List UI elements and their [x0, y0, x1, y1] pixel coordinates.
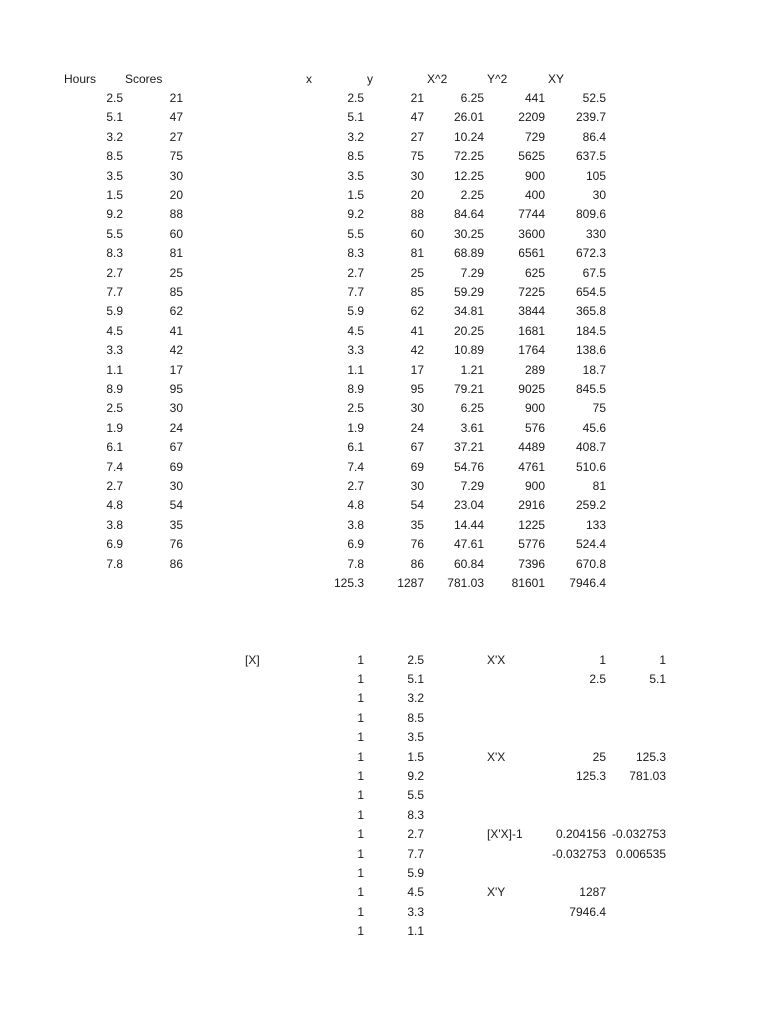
calc-cell[interactable]: 84.64	[453, 207, 484, 221]
calc-cell[interactable]: 2916	[518, 498, 545, 512]
calc-cell[interactable]: 1.5	[347, 188, 364, 202]
xtx-second-cell[interactable]: 125.3	[575, 769, 606, 783]
calc-cell[interactable]: 34.81	[453, 304, 484, 318]
calc-cell[interactable]: 3.3	[347, 343, 364, 357]
calc-cell[interactable]: 7396	[518, 557, 545, 571]
hours-cell[interactable]: 3.5	[106, 169, 123, 183]
matrix-x-hours-cell[interactable]: 9.2	[407, 769, 424, 783]
scores-cell[interactable]: 95	[169, 382, 183, 396]
calc-cell[interactable]: 60	[410, 227, 424, 241]
hours-cell[interactable]: 6.9	[106, 537, 123, 551]
hours-cell[interactable]: 7.8	[106, 557, 123, 571]
hours-cell[interactable]: 1.9	[106, 421, 123, 435]
xtx-first-cell[interactable]: 2.5	[589, 672, 606, 686]
calc-cell[interactable]: 35	[410, 518, 424, 532]
calc-cell[interactable]: 67	[410, 440, 424, 454]
calc-cell[interactable]: 3.61	[460, 421, 484, 435]
hours-cell[interactable]: 4.8	[106, 498, 123, 512]
scores-cell[interactable]: 20	[169, 188, 183, 202]
calc-cell[interactable]: 52.5	[582, 91, 606, 105]
matrix-x-hours-cell[interactable]: 8.3	[407, 808, 424, 822]
hours-cell[interactable]: 5.1	[106, 110, 123, 124]
calc-cell[interactable]: 4489	[518, 440, 545, 454]
calc-cell[interactable]: 637.5	[575, 149, 606, 163]
calc-cell[interactable]: 20.25	[453, 324, 484, 338]
scores-cell[interactable]: 21	[169, 91, 183, 105]
calc-cell[interactable]: 1.9	[347, 421, 364, 435]
calc-cell[interactable]: 8.5	[347, 149, 364, 163]
scores-cell[interactable]: 67	[169, 440, 183, 454]
calc-cell[interactable]: 25	[410, 266, 424, 280]
calc-header: x	[306, 72, 312, 86]
calc-cell[interactable]: 729	[524, 130, 545, 144]
calc-cell[interactable]: 6.25	[460, 91, 484, 105]
matrix-x-ones-cell[interactable]: 1	[357, 905, 364, 919]
calc-cell[interactable]: 8.9	[347, 382, 364, 396]
calc-cell[interactable]: 330	[585, 227, 606, 241]
calc-cell[interactable]: 81	[592, 479, 606, 493]
matrix-x-ones-cell[interactable]: 1	[357, 788, 364, 802]
calc-cell[interactable]: 7.29	[460, 266, 484, 280]
hours-cell[interactable]: 4.5	[106, 324, 123, 338]
scores-cell[interactable]: 17	[169, 363, 183, 377]
calc-cell[interactable]: 18.7	[582, 363, 606, 377]
calc-cell[interactable]: 524.4	[575, 537, 606, 551]
calc-cell[interactable]: 1.1	[347, 363, 364, 377]
hours-cell[interactable]: 2.7	[106, 479, 123, 493]
calc-cell[interactable]: 10.89	[453, 343, 484, 357]
xtx-second-cell[interactable]: 781.03	[629, 769, 666, 783]
xty-label: X'Y	[487, 885, 506, 899]
calc-cell[interactable]: 2.7	[347, 479, 364, 493]
matrix-x-ones-cell[interactable]: 1	[357, 885, 364, 899]
calc-cell[interactable]: 24	[410, 421, 424, 435]
calc-cell[interactable]: 5.5	[347, 227, 364, 241]
matrix-x-ones-cell[interactable]: 1	[357, 691, 364, 705]
hours-cell[interactable]: 2.5	[106, 401, 123, 415]
calc-cell[interactable]: 7.29	[460, 479, 484, 493]
calc-cell[interactable]: 68.89	[453, 246, 484, 260]
calc-cell[interactable]: 12.25	[453, 169, 484, 183]
matrix-x-ones-cell[interactable]: 1	[357, 866, 364, 880]
calc-header: y	[367, 72, 373, 86]
calc-cell[interactable]: 42	[410, 343, 424, 357]
matrix-x-hours-cell[interactable]: 5.5	[407, 788, 424, 802]
calc-cell[interactable]: 6561	[518, 246, 545, 260]
calc-cell[interactable]: 59.29	[453, 285, 484, 299]
hours-cell[interactable]: 1.1	[106, 363, 123, 377]
scores-cell[interactable]: 42	[169, 343, 183, 357]
calc-cell[interactable]: 2209	[518, 110, 545, 124]
calc-cell[interactable]: 85	[410, 285, 424, 299]
calc-header: XY	[548, 72, 565, 86]
hours-cell[interactable]: 9.2	[106, 207, 123, 221]
xtx-inverse-cell[interactable]: -0.032753	[551, 847, 606, 861]
calc-cell[interactable]: 75	[592, 401, 606, 415]
scores-cell[interactable]: 35	[169, 518, 183, 532]
calc-cell[interactable]: 5.1	[347, 110, 364, 124]
calc-cell[interactable]: 3.2	[347, 130, 364, 144]
xtx-first-label: X'X	[487, 653, 506, 667]
matrix-x-hours-cell[interactable]: 5.9	[407, 866, 424, 880]
xty-cell[interactable]: 7946.4	[569, 905, 606, 919]
calc-cell[interactable]: 23.04	[453, 498, 484, 512]
hours-cell[interactable]: 3.8	[106, 518, 123, 532]
matrix-x-ones-cell[interactable]: 1	[357, 808, 364, 822]
matrix-x-ones-cell[interactable]: 1	[357, 711, 364, 725]
xtx-inverse-label: [X'X]-1	[487, 827, 523, 841]
calc-cell[interactable]: 27	[410, 130, 424, 144]
calc-cell[interactable]: 7225	[518, 285, 545, 299]
scores-cell[interactable]: 54	[169, 498, 183, 512]
calc-total-cell[interactable]: 781.03	[447, 576, 484, 590]
calc-cell[interactable]: 1.21	[460, 363, 484, 377]
calc-cell[interactable]: 20	[410, 188, 424, 202]
calc-cell[interactable]: 184.5	[575, 324, 606, 338]
matrix-x-ones-cell[interactable]: 1	[357, 653, 364, 667]
calc-cell[interactable]: 76	[410, 537, 424, 551]
calc-cell[interactable]: 30	[592, 188, 606, 202]
calc-cell[interactable]: 7.4	[347, 460, 364, 474]
calc-cell[interactable]: 21	[410, 91, 424, 105]
scores-cell[interactable]: 30	[169, 479, 183, 493]
xtx-inverse-cell[interactable]: 0.006535	[615, 847, 666, 861]
calc-cell[interactable]: 88	[410, 207, 424, 221]
calc-cell[interactable]: 400	[524, 188, 545, 202]
matrix-x-ones-cell[interactable]: 1	[357, 730, 364, 744]
calc-cell[interactable]: 239.7	[575, 110, 606, 124]
calc-cell[interactable]: 510.6	[575, 460, 606, 474]
calc-cell[interactable]: 3.5	[347, 169, 364, 183]
calc-cell[interactable]: 1764	[518, 343, 545, 357]
xtx-first-cell[interactable]: 1	[659, 653, 666, 667]
calc-header: X^2	[427, 72, 448, 86]
calc-cell[interactable]: 54.76	[453, 460, 484, 474]
matrix-x-hours-cell[interactable]: 2.5	[407, 653, 424, 667]
matrix-x-ones-cell[interactable]: 1	[357, 769, 364, 783]
xty-cell[interactable]: 1287	[579, 885, 606, 899]
scores-cell[interactable]: 75	[169, 149, 183, 163]
calc-cell[interactable]: 845.5	[575, 382, 606, 396]
calc-total-cell[interactable]: 125.3	[333, 576, 364, 590]
scores-cell[interactable]: 27	[169, 130, 183, 144]
scores-cell[interactable]: 30	[169, 401, 183, 415]
calc-cell[interactable]: 900	[524, 479, 545, 493]
calc-cell[interactable]: 2.5	[347, 91, 364, 105]
calc-cell[interactable]: 67.5	[582, 266, 606, 280]
calc-cell[interactable]: 259.2	[575, 498, 606, 512]
xtx-first-cell[interactable]: 1	[599, 653, 606, 667]
hours-cell[interactable]: 2.7	[106, 266, 123, 280]
hours-cell[interactable]: 7.4	[106, 460, 123, 474]
calc-cell[interactable]: 654.5	[575, 285, 606, 299]
matrix-x-hours-cell[interactable]: 3.2	[407, 691, 424, 705]
calc-cell[interactable]: 408.7	[575, 440, 606, 454]
calc-cell[interactable]: 10.24	[453, 130, 484, 144]
matrix-x-hours-cell[interactable]: 1.5	[407, 750, 424, 764]
calc-cell[interactable]: 7.8	[347, 557, 364, 571]
matrix-x-ones-cell[interactable]: 1	[357, 672, 364, 686]
calc-total-cell[interactable]: 81601	[511, 576, 545, 590]
calc-cell[interactable]: 900	[524, 169, 545, 183]
scores-cell[interactable]: 24	[169, 421, 183, 435]
header-scores: Scores	[125, 72, 163, 86]
matrix-x-ones-cell[interactable]: 1	[357, 750, 364, 764]
scores-cell[interactable]: 69	[169, 460, 183, 474]
calc-cell[interactable]: 2.7	[347, 266, 364, 280]
calc-cell[interactable]: 138.6	[575, 343, 606, 357]
calc-cell[interactable]: 365.8	[575, 304, 606, 318]
calc-cell[interactable]: 60.84	[453, 557, 484, 571]
calc-cell[interactable]: 41	[410, 324, 424, 338]
scores-cell[interactable]: 60	[169, 227, 183, 241]
hours-cell[interactable]: 8.9	[106, 382, 123, 396]
calc-cell[interactable]: 5625	[518, 149, 545, 163]
calc-total-cell[interactable]: 7946.4	[569, 576, 606, 590]
scores-cell[interactable]: 30	[169, 169, 183, 183]
calc-cell[interactable]: 8.3	[347, 246, 364, 260]
calc-total-cell[interactable]: 1287	[397, 576, 424, 590]
calc-cell[interactable]: 3600	[518, 227, 545, 241]
hours-cell[interactable]: 5.9	[106, 304, 123, 318]
calc-cell[interactable]: 30	[410, 169, 424, 183]
calc-cell[interactable]: 75	[410, 149, 424, 163]
matrix-x-ones-cell[interactable]: 1	[357, 827, 364, 841]
hours-cell[interactable]: 7.7	[106, 285, 123, 299]
calc-header: Y^2	[487, 72, 508, 86]
calc-cell[interactable]: 4.5	[347, 324, 364, 338]
calc-cell[interactable]: 6.1	[347, 440, 364, 454]
calc-cell[interactable]: 54	[410, 498, 424, 512]
calc-cell[interactable]: 7744	[518, 207, 545, 221]
calc-cell[interactable]: 576	[524, 421, 545, 435]
xtx-inverse-cell[interactable]: 0.204156	[555, 827, 606, 841]
matrix-x-ones-cell[interactable]: 1	[357, 924, 364, 938]
calc-cell[interactable]: 45.6	[582, 421, 606, 435]
matrix-x-hours-cell[interactable]: 4.5	[407, 885, 424, 899]
scores-cell[interactable]: 62	[169, 304, 183, 318]
hours-cell[interactable]: 8.5	[106, 149, 123, 163]
calc-cell[interactable]: 1225	[518, 518, 545, 532]
calc-cell[interactable]: 30.25	[453, 227, 484, 241]
calc-cell[interactable]: 900	[524, 401, 545, 415]
hours-cell[interactable]: 2.5	[106, 91, 123, 105]
calc-cell[interactable]: 105	[585, 169, 606, 183]
calc-cell[interactable]: 86	[410, 557, 424, 571]
xtx-second-cell[interactable]: 25	[592, 750, 606, 764]
calc-cell[interactable]: 79.21	[453, 382, 484, 396]
calc-cell[interactable]: 72.25	[453, 149, 484, 163]
scores-cell[interactable]: 25	[169, 266, 183, 280]
scores-cell[interactable]: 76	[169, 537, 183, 551]
matrix-x-label: [X]	[245, 653, 260, 667]
matrix-x-hours-cell[interactable]: 2.7	[407, 827, 424, 841]
matrix-x-hours-cell[interactable]: 3.3	[407, 905, 424, 919]
calc-cell[interactable]: 81	[410, 246, 424, 260]
calc-cell[interactable]: 62	[410, 304, 424, 318]
hours-cell[interactable]: 3.2	[106, 130, 123, 144]
matrix-x-hours-cell[interactable]: 8.5	[407, 711, 424, 725]
calc-cell[interactable]: 1681	[518, 324, 545, 338]
hours-cell[interactable]: 6.1	[106, 440, 123, 454]
calc-cell[interactable]: 4761	[518, 460, 545, 474]
calc-cell[interactable]: 47.61	[453, 537, 484, 551]
scores-cell[interactable]: 86	[169, 557, 183, 571]
scores-cell[interactable]: 47	[169, 110, 183, 124]
calc-cell[interactable]: 7.7	[347, 285, 364, 299]
calc-cell[interactable]: 5.9	[347, 304, 364, 318]
calc-cell[interactable]: 47	[410, 110, 424, 124]
calc-cell[interactable]: 3844	[518, 304, 545, 318]
calc-cell[interactable]: 289	[524, 363, 545, 377]
calc-cell[interactable]: 3.8	[347, 518, 364, 532]
calc-cell[interactable]: 30	[410, 479, 424, 493]
scores-cell[interactable]: 88	[169, 207, 183, 221]
xtx-first-cell[interactable]: 5.1	[649, 672, 666, 686]
calc-cell[interactable]: 133	[585, 518, 606, 532]
hours-cell[interactable]: 3.3	[106, 343, 123, 357]
hours-cell[interactable]: 8.3	[106, 246, 123, 260]
calc-cell[interactable]: 441	[524, 91, 545, 105]
calc-cell[interactable]: 9.2	[347, 207, 364, 221]
calc-cell[interactable]: 2.5	[347, 401, 364, 415]
calc-cell[interactable]: 17	[410, 363, 424, 377]
matrix-x-hours-cell[interactable]: 3.5	[407, 730, 424, 744]
calc-cell[interactable]: 86.4	[582, 130, 606, 144]
hours-cell[interactable]: 5.5	[106, 227, 123, 241]
calc-cell[interactable]: 2.25	[460, 188, 484, 202]
xtx-inverse-cell[interactable]: -0.032753	[611, 827, 666, 841]
calc-cell[interactable]: 95	[410, 382, 424, 396]
calc-cell[interactable]: 37.21	[453, 440, 484, 454]
hours-cell[interactable]: 1.5	[106, 188, 123, 202]
calc-cell[interactable]: 6.25	[460, 401, 484, 415]
calc-cell[interactable]: 69	[410, 460, 424, 474]
calc-cell[interactable]: 5776	[518, 537, 545, 551]
calc-cell[interactable]: 670.8	[575, 557, 606, 571]
calc-cell[interactable]: 625	[524, 266, 545, 280]
calc-cell[interactable]: 4.8	[347, 498, 364, 512]
calc-cell[interactable]: 809.6	[575, 207, 606, 221]
matrix-x-hours-cell[interactable]: 7.7	[407, 847, 424, 861]
calc-cell[interactable]: 9025	[518, 382, 545, 396]
matrix-x-hours-cell[interactable]: 1.1	[407, 924, 424, 938]
matrix-x-hours-cell[interactable]: 5.1	[407, 672, 424, 686]
matrix-x-ones-cell[interactable]: 1	[357, 847, 364, 861]
calc-cell[interactable]: 14.44	[453, 518, 484, 532]
calc-cell[interactable]: 672.3	[575, 246, 606, 260]
header-hours: Hours	[64, 72, 97, 86]
xtx-second-cell[interactable]: 125.3	[635, 750, 666, 764]
scores-cell[interactable]: 41	[169, 324, 183, 338]
xtx-second-label: X'X	[487, 750, 506, 764]
scores-cell[interactable]: 81	[169, 246, 183, 260]
calc-cell[interactable]: 30	[410, 401, 424, 415]
calc-cell[interactable]: 26.01	[453, 110, 484, 124]
scores-cell[interactable]: 85	[169, 285, 183, 299]
calc-cell[interactable]: 6.9	[347, 537, 364, 551]
